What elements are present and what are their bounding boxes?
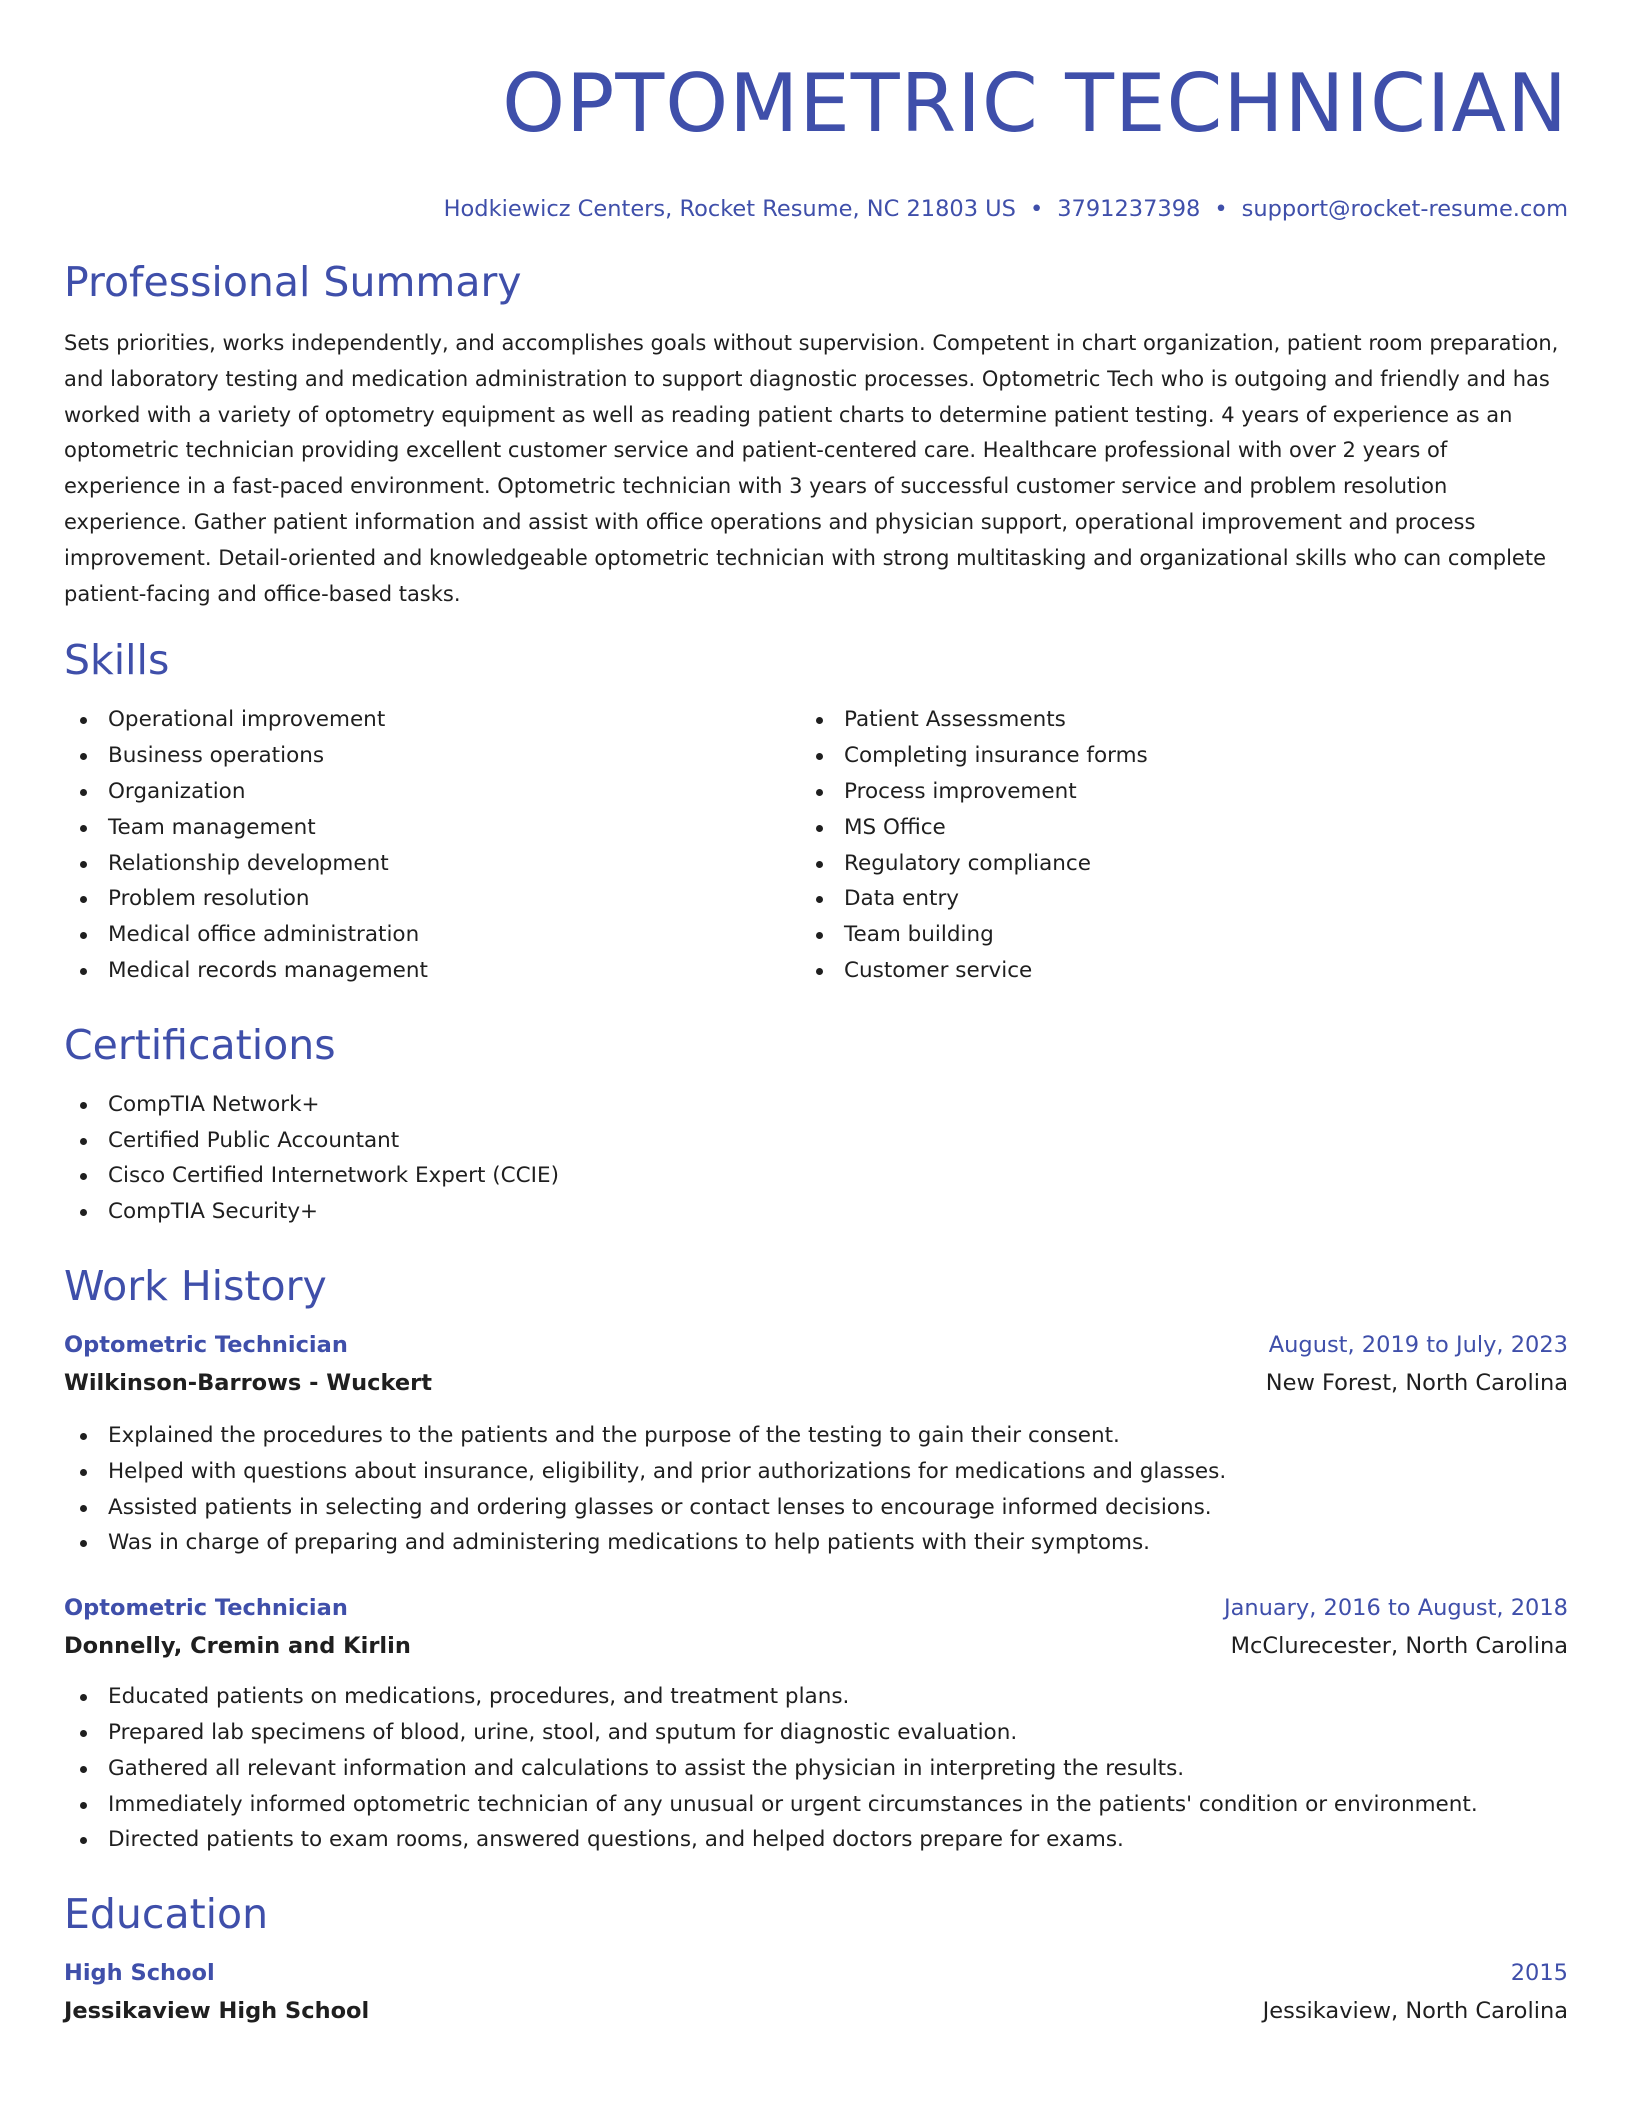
skill-item: Medical records management [64,953,800,989]
job-bullet: Was in charge of preparing and administering medications to help patients with their symptoms. [64,1525,1568,1561]
job-bullet: Explained the procedures to the patients and the purpose of the testing to gain their consent. [64,1418,1568,1454]
work-history-heading: Work History [64,1261,327,1310]
education-section [64,1888,1568,2030]
education-degree: High School [64,1960,215,1987]
job-header-row [64,1589,1568,1627]
summary-heading: Professional Summary [64,258,522,306]
job-entry [64,1326,1568,1561]
job-bullets [64,1679,1568,1858]
job-company-row [64,1627,1568,1665]
skills-heading: Skills [64,636,170,685]
job-header-row [64,1326,1568,1364]
job-bullet: Helped with questions about insurance, eligibility, and prior authorizations for medications and glasses. [64,1454,1568,1490]
skills-left-list [64,702,800,988]
job-company-row [64,1364,1568,1402]
skills-right-list [800,702,1536,988]
skill-item: Organization [64,774,800,810]
skill-item: Medical office administration [64,917,800,953]
certification-item: CompTIA Security+ [64,1194,1568,1230]
skill-item: Business operations [64,738,800,774]
work-history-section [64,1260,1568,1858]
skill-item: MS Office [800,810,1536,846]
education-header-row [64,1954,1568,1992]
education-heading: Education [64,1890,269,1939]
education-year: 2015 [1510,1960,1568,1987]
job-bullet: Educated patients on medications, procedures, and treatment plans. [64,1679,1568,1715]
job-title: Optometric Technician [64,1331,348,1358]
contact-email[interactable]: support@rocket-resume.com [1241,196,1568,222]
skill-item: Relationship development [64,846,800,882]
job-bullet: Directed patients to exam rooms, answered questions, and helped doctors prepare for exams. [64,1822,1568,1858]
resume-title: OPTOMETRIC TECHNICIAN [502,57,1568,150]
job-bullet: Prepared lab specimens of blood, urine, stool, and sputum for diagnostic evaluation. [64,1715,1568,1751]
certification-item: Certified Public Accountant [64,1123,1568,1159]
skills-grid [64,702,1568,988]
certifications-section [64,1019,1568,1230]
education-school: Jessikaview High School [64,1998,370,2025]
skill-item: Problem resolution [64,881,800,917]
summary-text: Sets priorities, works independently, and accomplishes goals without supervision. Competent in chart organization, patient room preparation, and laboratory testing and medication administration to support diagnostic processes. Optometric Tech who is outgoing and friendly and has worked with a variety of optometry equipment as well as reading patient charts to determine patient testing. 4 years of experience as an optometric technician providing excellent customer service and patient-centered care. Healthcare professional with over 2 years of experience in a fast-paced environment. Optometric technician with 3 years of successful customer service and problem resolution experience. Gather patient information and assist with office operations and physician support, operational improvement and process improvement. Detail-oriented and knowledgeable optometric technician with strong multitasking and organizational skills who can complete patient-facing and office-based tasks. [64,331,1559,606]
education-location: Jessikaview, North Carolina [1262,1998,1568,2025]
job-bullet: Assisted patients in selecting and ordering glasses or contact lenses to encourage informed decisions. [64,1490,1568,1526]
skill-item: Team management [64,810,800,846]
contact-address: Hodkiewicz Centers, Rocket Resume, NC 21803 US [443,196,1016,222]
skill-item: Data entry [800,881,1536,917]
job-location: McClurecester, North Carolina [1230,1633,1568,1660]
contact-line [64,192,1568,226]
certifications-heading: Certifications [64,1020,336,1069]
skill-item: Regulatory compliance [800,846,1536,882]
certification-item: CompTIA Network+ [64,1087,1568,1123]
job-dates: January, 2016 to August, 2018 [1223,1595,1568,1622]
contact-phone: 3791237398 [1057,196,1201,222]
job-bullets [64,1418,1568,1561]
job-company: Donnelly, Cremin and Kirlin [64,1633,411,1660]
skill-item: Completing insurance forms [800,738,1536,774]
certifications-list [64,1087,1568,1230]
skill-item: Patient Assessments [800,702,1536,738]
skill-item: Team building [800,917,1536,953]
skill-item: Operational improvement [64,702,800,738]
job-dates: August, 2019 to July, 2023 [1268,1331,1568,1358]
education-school-row [64,1992,1568,2030]
job-bullet: Immediately informed optometric technician of any unusual or urgent circumstances in the patients' condition or environment. [64,1787,1568,1823]
contact-separator: • [1214,196,1228,222]
skill-item: Customer service [800,953,1536,989]
certification-item: Cisco Certified Internetwork Expert (CCIE) [64,1158,1568,1194]
job-entry [64,1589,1568,1858]
skill-item: Process improvement [800,774,1536,810]
contact-separator: • [1029,196,1044,222]
job-title: Optometric Technician [64,1595,348,1622]
education-entry [64,1954,1568,2030]
job-company: Wilkinson-Barrows - Wuckert [64,1369,432,1396]
job-bullet: Gathered all relevant information and calculations to assist the physician in interpreting the results. [64,1751,1568,1787]
summary-section [64,256,1568,612]
skills-section [64,634,1568,988]
job-location: New Forest, North Carolina [1265,1369,1568,1396]
